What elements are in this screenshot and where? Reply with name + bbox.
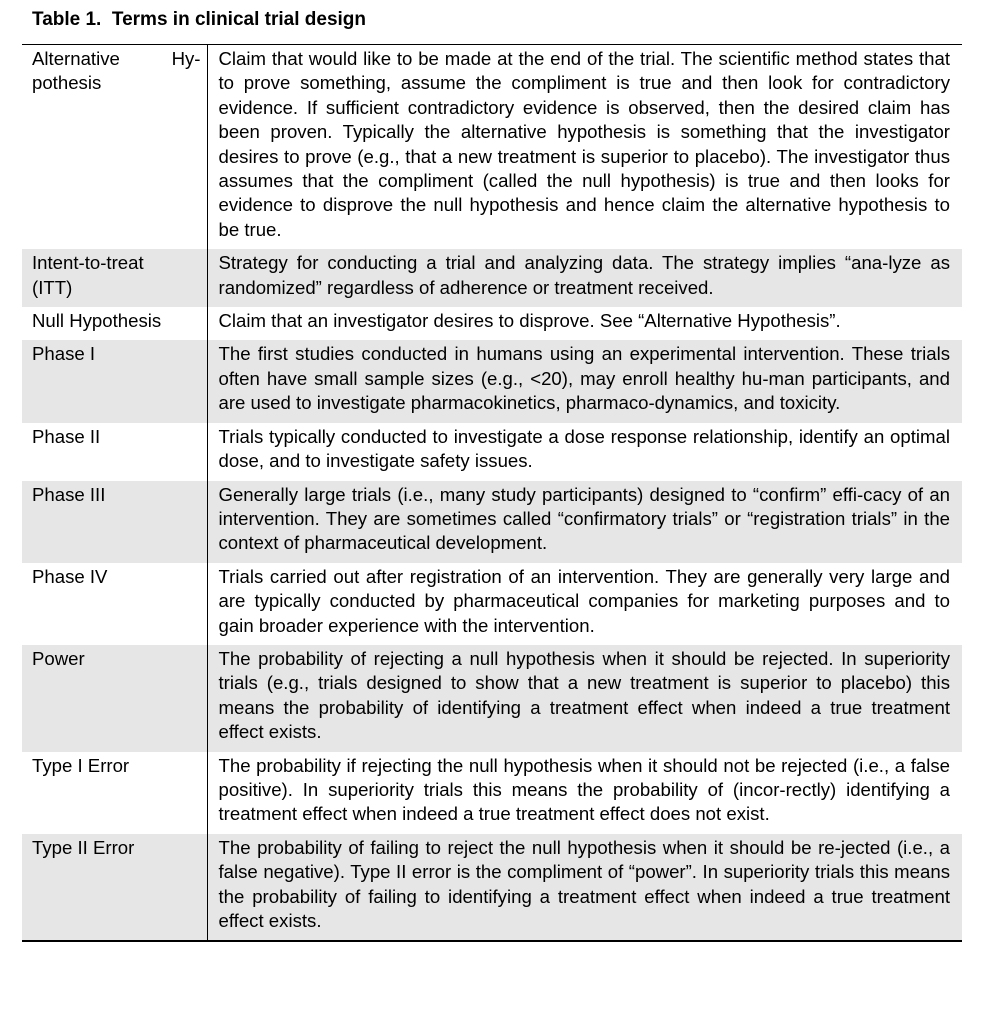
document-page bbox=[22, 8, 962, 942]
term-cell bbox=[22, 45, 207, 250]
table-row bbox=[22, 45, 962, 250]
term-cell: Phase III bbox=[22, 481, 207, 563]
definition-cell: Trials carried out after registration of an intervention. They are generally very large and are typically conducted by pharmaceutical companies for marketing purposes and to gain broader experience with the intervention. bbox=[207, 563, 962, 645]
table-caption: Table 1. Terms in clinical trial design bbox=[32, 9, 367, 30]
term-word: Alternative bbox=[32, 48, 120, 69]
terms-table bbox=[22, 44, 962, 942]
term-cell: Phase IV bbox=[22, 563, 207, 645]
term-cell: Type II Error bbox=[22, 834, 207, 942]
term-cell: Intent-to-treat (ITT) bbox=[22, 249, 207, 307]
term-word: Hy- bbox=[171, 48, 201, 69]
definition-cell: The probability of rejecting a null hypothesis when it should be rejected. In superiority trials (e.g., trials designed to show that a new treatment is superior to placebo) this means the probability of identifying a treatment effect when indeed a true treatment effect exists. bbox=[207, 645, 962, 752]
term-cell: Phase I bbox=[22, 340, 207, 422]
term-cell: Phase II bbox=[22, 423, 207, 481]
definition-cell: Generally large trials (i.e., many study participants) designed to “confirm” effi-cacy of an intervention. They are sometimes called “confirmatory trials” or “registration trials” in the context of pharmaceutical development. bbox=[207, 481, 962, 563]
definition-cell: Strategy for conducting a trial and analyzing data. The strategy implies “ana-lyze as randomized” regardless of adherence or treatment received. bbox=[207, 249, 962, 307]
table-row bbox=[22, 481, 962, 563]
definition-cell: The first studies conducted in humans using an experimental intervention. These trials often have small sample sizes (e.g., <20), may enroll healthy hu-man participants, and are used to investigate pharmacokinetics, pharmaco-dynamics, and toxicity. bbox=[207, 340, 962, 422]
term-cell: Null Hypothesis bbox=[22, 307, 207, 340]
term-line: pothesis bbox=[32, 72, 102, 94]
term-line bbox=[32, 47, 201, 71]
table-row bbox=[22, 834, 962, 942]
definition-cell: The probability of failing to reject the null hypothesis when it should be re-jected (i.e., a false negative). Type II error is the compliment of “power”. In superiority trials this means the probability of failing to identifying a treatment effect when indeed a true treatment effect exists. bbox=[207, 834, 962, 942]
table-row bbox=[22, 563, 962, 645]
table-row bbox=[22, 307, 962, 340]
term-cell: Power bbox=[22, 645, 207, 752]
table-row bbox=[22, 423, 962, 481]
table-row bbox=[22, 249, 962, 307]
definition-cell: The probability if rejecting the null hypothesis when it should not be rejected (i.e., a false positive). In superiority trials this means the probability of (incor-rectly) identifying a treatment effect when indeed a true treatment effect does not exist. bbox=[207, 752, 962, 834]
table-row bbox=[22, 645, 962, 752]
definition-cell: Claim that an investigator desires to disprove. See “Alternative Hypothesis”. bbox=[207, 307, 962, 340]
table-row bbox=[22, 752, 962, 834]
table-row bbox=[22, 340, 962, 422]
definition-cell: Trials typically conducted to investigate a dose response relationship, identify an optimal dose, and to investigate safety issues. bbox=[207, 423, 962, 481]
term-cell: Type I Error bbox=[22, 752, 207, 834]
definition-cell: Claim that would like to be made at the end of the trial. The scientific method states that to prove something, assume the compliment is true and then look for contradictory evidence. If sufficient contradictory evidence is observed, then the desired claim has been proven. Typically the alternative hypothesis is something that the investigator desires to prove (e.g., that a new treatment is superior to placebo). The investigator thus assumes that the compliment (called the null hypothesis) is true and then looks for evidence to disprove the null hypothesis and hence claim the alternative hypothesis to be true. bbox=[207, 45, 962, 250]
